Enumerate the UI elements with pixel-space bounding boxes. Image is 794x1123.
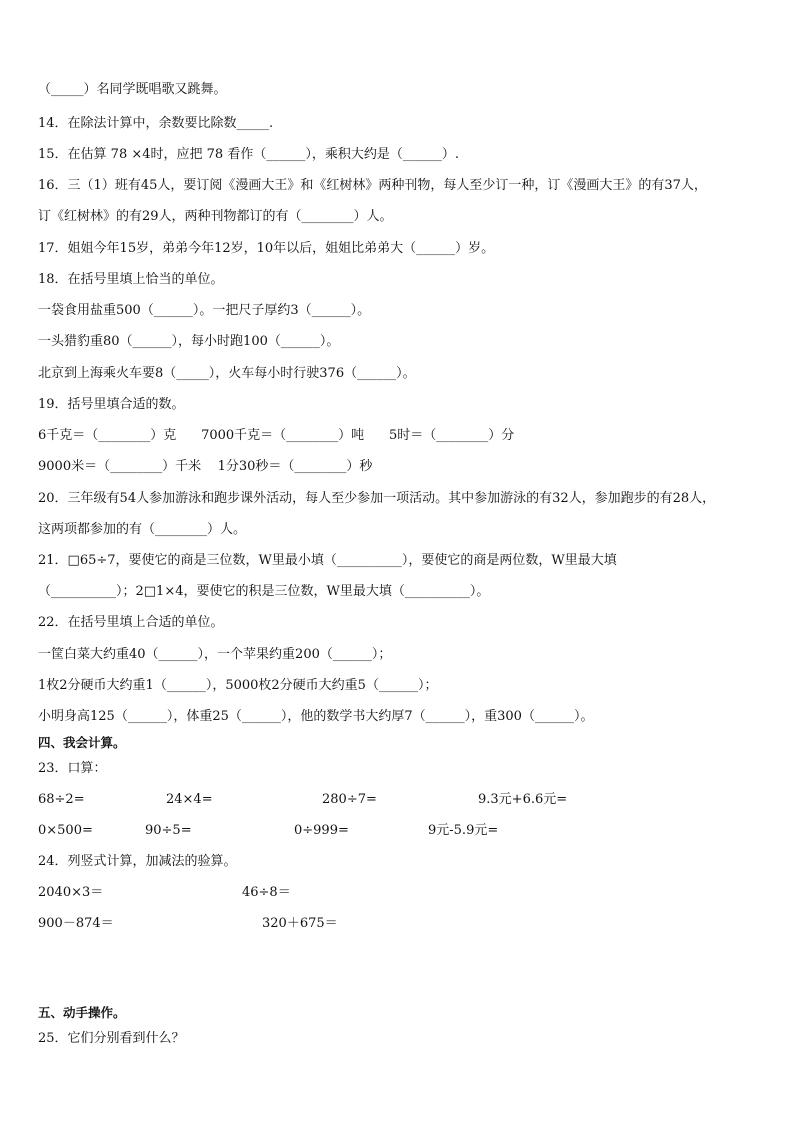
question-18-line-3: 北京到上海乘火车要8（_____），火车每小时行驶376（______）。: [38, 366, 416, 381]
question-22-line-1: 一筐白菜大约重40（______），一个苹果约重200（______）；: [38, 647, 392, 662]
vertical-calc-item: 900－874＝: [38, 916, 114, 931]
question-20-line-2: 这两项都参加的有（________）人。: [38, 522, 247, 537]
question-13-tail: （_____）名同学既唱歌又跳舞。: [38, 82, 227, 97]
question-18-line-1: 一袋食用盐重500（______）。一把尺子厚约3（______）。: [38, 303, 371, 318]
oral-calc-item: 90÷5=: [145, 823, 192, 838]
oral-calc-item: 9.3元+6.6元=: [478, 792, 568, 807]
oral-calc-item: 9元-5.9元=: [428, 823, 499, 838]
oral-calc-item: 0×500=: [38, 823, 93, 838]
question-21-line-2: （__________）；2□1×4，要使它的积是三位数，W里最大填（__________）。: [38, 584, 490, 599]
section-5-heading: 五、动手操作。: [38, 1005, 126, 1020]
question-16-line-2: 订《红树林》的有29人，两种刊物都订的有（________）人。: [38, 209, 393, 224]
question-25: 25．它们分别看到什么？: [38, 1031, 185, 1046]
question-15: 15．在估算 78 ×4时，应把 78 看作（______），乘积大约是（______）.: [38, 147, 459, 162]
question-16-line-1: 16．三（1）班有45人，要订阅《漫画大王》和《红树林》两种刊物，每人至少订一种，订《漫画大王》的有37人，: [38, 178, 707, 193]
vertical-calc-item: 2040×3＝: [38, 885, 104, 900]
oral-calc-item: 280÷7=: [322, 792, 377, 807]
question-19: 19．括号里填合适的数。: [38, 397, 185, 412]
question-22-line-3: 小明身高125（______），体重25（______），他的数学书大约厚7（______），重300（______）。: [38, 709, 594, 724]
question-18: 18．在括号里填上恰当的单位。: [38, 272, 224, 287]
question-20-line-1: 20．三年级有54人参加游泳和跑步课外活动，每人至少参加一项活动。其中参加游泳的有32人，参加跑步的有28人，: [38, 491, 716, 506]
section-4-heading: 四、我会计算。: [38, 735, 126, 750]
question-19-line-2: 9000米＝（________）千米 1分30秒＝（________）秒: [38, 459, 373, 474]
question-19-line-1: 6千克＝（________）克 7000千克＝（________）吨 5时＝（________）分: [38, 428, 515, 443]
question-22-line-2: 1枚2分硬币大约重1（______），5000枚2分硬币大约重5（______）；: [38, 678, 438, 693]
question-14: 14．在除法计算中，余数要比除数_____.: [38, 116, 274, 131]
oral-calc-item: 68÷2=: [38, 792, 85, 807]
vertical-calc-item: 320＋675＝: [262, 916, 338, 931]
question-21-line-1: 21．□65÷7，要使它的商是三位数，W里最小填（__________），要使它的商是两位数，W里最大填: [38, 553, 617, 568]
oral-calc-item: 24×4=: [166, 792, 213, 807]
vertical-calc-item: 46÷8＝: [242, 885, 291, 900]
question-17: 17．姐姐今年15岁，弟弟今年12岁，10年以后，姐姐比弟弟大（______）岁。: [38, 241, 495, 256]
question-22: 22．在括号里填上合适的单位。: [38, 615, 224, 630]
question-24: 24．列竖式计算，加减法的验算。: [38, 854, 237, 869]
question-18-line-2: 一头猎豹重80（______），每小时跑100（______）。: [38, 334, 340, 349]
oral-calc-item: 0÷999=: [294, 823, 349, 838]
question-23: 23．口算：: [38, 761, 107, 776]
